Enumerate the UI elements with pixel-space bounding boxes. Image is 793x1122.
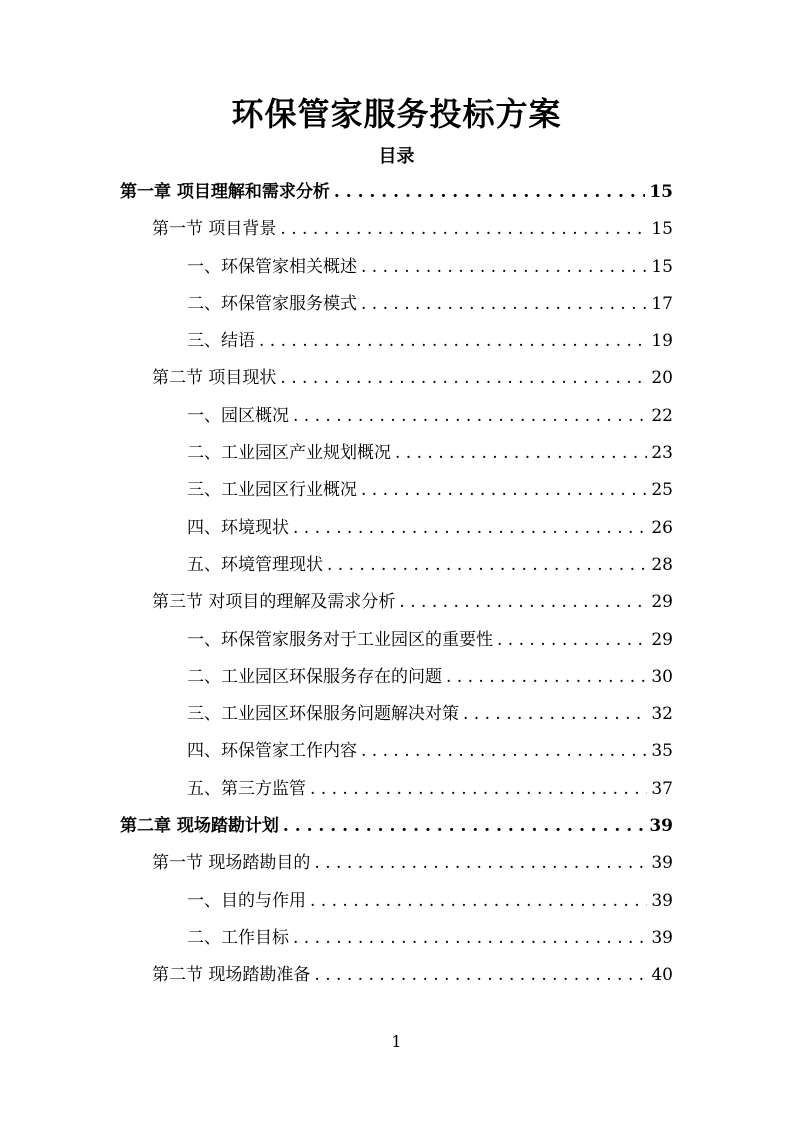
toc-entry[interactable] xyxy=(0,659,793,696)
toc-entry-label: 第三节 对项目的理解及需求分析 xyxy=(152,592,396,613)
toc-entry[interactable] xyxy=(0,472,793,509)
toc-dot-leader xyxy=(361,286,647,323)
toc-entry-page: 39 xyxy=(651,927,673,948)
toc-entry-page: 40 xyxy=(651,965,673,986)
toc-dot-leader xyxy=(280,360,647,397)
toc-dot-leader xyxy=(283,808,645,845)
toc-entry-page: 29 xyxy=(651,592,673,613)
toc-entry[interactable] xyxy=(0,286,793,323)
toc-dot-leader xyxy=(310,771,647,808)
toc-entry[interactable] xyxy=(0,771,793,808)
toc-entry-label: 四、环保管家工作内容 xyxy=(187,741,357,762)
toc-entry[interactable] xyxy=(0,808,793,845)
toc-entry-page: 23 xyxy=(651,443,673,464)
toc-entry[interactable] xyxy=(0,957,793,994)
toc-entry-label: 四、环境现状 xyxy=(187,517,289,538)
toc-dot-leader xyxy=(293,398,647,435)
toc-dot-leader xyxy=(497,622,647,659)
toc-entry-page: 39 xyxy=(651,890,673,911)
toc-entry[interactable] xyxy=(0,323,793,360)
toc-dot-leader xyxy=(293,510,647,547)
toc-entry[interactable] xyxy=(0,360,793,397)
toc-dot-leader xyxy=(361,472,647,509)
toc-entry[interactable] xyxy=(0,174,793,211)
toc-entry[interactable] xyxy=(0,845,793,882)
toc-entry-page: 20 xyxy=(651,368,673,389)
toc-dot-leader xyxy=(463,696,647,733)
toc-entry[interactable] xyxy=(0,920,793,957)
toc-entry-page: 15 xyxy=(651,219,673,240)
toc-entry[interactable] xyxy=(0,622,793,659)
toc-entry-page: 35 xyxy=(651,741,673,762)
document-title: 环保管家服务投标方案 xyxy=(231,95,562,133)
toc-entry[interactable] xyxy=(0,547,793,584)
toc-entry[interactable] xyxy=(0,883,793,920)
toc-dot-leader xyxy=(446,659,647,696)
toc-entry-label: 第二章 现场踏勘计划 xyxy=(120,816,279,837)
toc-entry[interactable] xyxy=(0,435,793,472)
toc-dot-leader xyxy=(327,547,647,584)
toc-entry-label: 第一章 项目理解和需求分析 xyxy=(120,182,330,202)
toc-entry-page: 30 xyxy=(651,666,673,687)
page-number: 1 xyxy=(391,1032,402,1051)
toc-dot-leader xyxy=(293,920,647,957)
toc-dot-leader xyxy=(259,323,647,360)
toc-entry[interactable] xyxy=(0,733,793,770)
toc-entry-page: 25 xyxy=(651,480,673,501)
toc-entry-page: 15 xyxy=(651,256,673,277)
toc-entry-label: 三、结语 xyxy=(187,331,255,352)
toc-dot-leader xyxy=(280,211,647,248)
toc-entry-label: 三、工业园区环保服务问题解决对策 xyxy=(187,704,459,725)
toc-dot-leader xyxy=(395,435,647,472)
toc-entry[interactable] xyxy=(0,510,793,547)
toc-entry-page: 32 xyxy=(651,704,673,725)
toc-entry-label: 一、目的与作用 xyxy=(187,890,306,911)
toc-entry-label: 一、环保管家相关概述 xyxy=(187,256,357,277)
toc-heading: 目录 xyxy=(378,146,415,167)
toc-entry-page: 19 xyxy=(651,331,673,352)
toc-entry-page: 37 xyxy=(651,778,673,799)
toc-entry-label: 一、环保管家服务对于工业园区的重要性 xyxy=(187,629,493,650)
toc-entry-label: 第二节 项目现状 xyxy=(152,368,277,389)
toc-entry-page: 17 xyxy=(651,293,673,314)
toc-entry-page: 39 xyxy=(649,816,673,837)
toc-entry-label: 二、工业园区环保服务存在的问题 xyxy=(187,666,442,687)
toc-entry-label: 三、工业园区行业概况 xyxy=(187,480,357,501)
toc-entry-page: 28 xyxy=(651,554,673,575)
toc-dot-leader xyxy=(361,249,647,286)
toc-entry[interactable] xyxy=(0,398,793,435)
toc-entry-label: 一、园区概况 xyxy=(187,405,289,426)
toc-entry[interactable] xyxy=(0,249,793,286)
toc-dot-leader xyxy=(334,174,645,211)
toc-entry[interactable] xyxy=(0,211,793,248)
toc-entry-label: 二、环保管家服务模式 xyxy=(187,293,357,314)
toc-entry-label: 二、工作目标 xyxy=(187,927,289,948)
toc-dot-leader xyxy=(314,845,647,882)
toc-dot-leader xyxy=(310,883,647,920)
toc-entry-page: 22 xyxy=(651,405,673,426)
table-of-contents xyxy=(0,174,793,995)
toc-entry-label: 第二节 现场踏勘准备 xyxy=(152,965,311,986)
toc-entry-label: 二、工业园区产业规划概况 xyxy=(187,443,391,464)
toc-dot-leader xyxy=(314,957,647,994)
toc-dot-leader xyxy=(361,733,647,770)
toc-entry[interactable] xyxy=(0,584,793,621)
toc-entry-label: 第一节 项目背景 xyxy=(152,219,277,240)
toc-entry[interactable] xyxy=(0,696,793,733)
toc-entry-page: 15 xyxy=(649,182,673,202)
toc-entry-page: 29 xyxy=(651,629,673,650)
toc-entry-label: 五、环境管理现状 xyxy=(187,554,323,575)
toc-entry-page: 39 xyxy=(651,853,673,874)
toc-entry-page: 26 xyxy=(651,517,673,538)
toc-entry-label: 第一节 现场踏勘目的 xyxy=(152,853,311,874)
toc-dot-leader xyxy=(399,584,647,621)
toc-entry-label: 五、第三方监管 xyxy=(187,778,306,799)
